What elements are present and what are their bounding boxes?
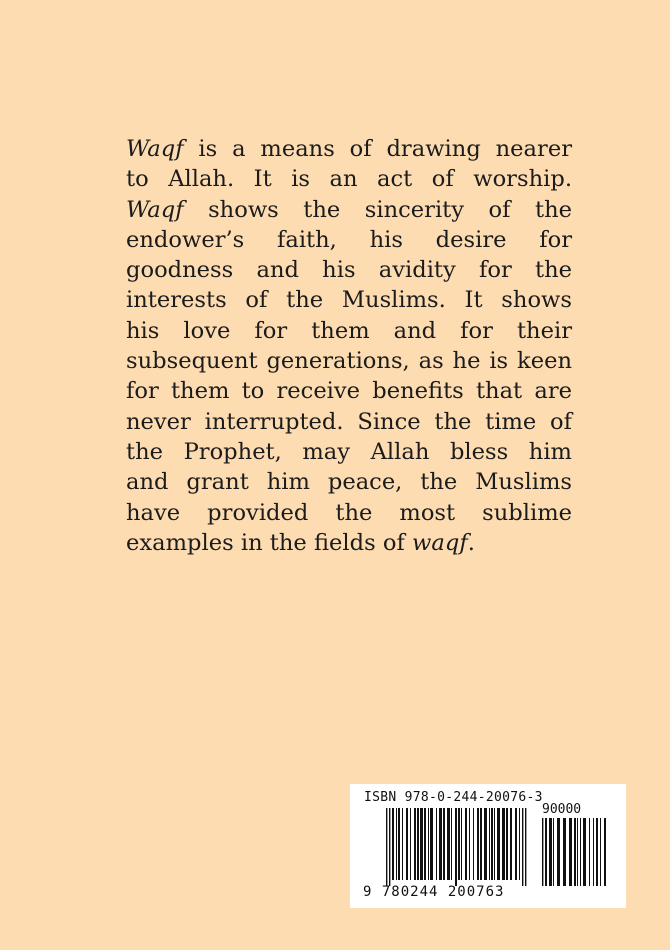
barcode-bar — [424, 808, 426, 880]
barcode-bar — [443, 808, 445, 880]
barcode-bar — [557, 818, 560, 886]
blurb-line — [126, 528, 572, 558]
blurb-segment: and grant him peace, the Muslims — [126, 469, 572, 496]
barcode-bar — [420, 808, 423, 880]
blurb-line — [126, 134, 572, 164]
blurb-segment: is a means of drawing nearer — [183, 136, 572, 162]
barcode-bar — [458, 808, 460, 880]
barcode-bar — [583, 818, 586, 886]
barcode-bar — [436, 808, 437, 880]
isbn-label: ISBN 978-0-244-20076-3 — [364, 790, 543, 805]
blurb-text — [126, 134, 572, 558]
barcode-bar — [417, 808, 419, 880]
barcode-bar — [484, 808, 487, 880]
blurb-line — [126, 316, 572, 346]
blurb-segment: the Prophet, may Allah bless him — [126, 438, 572, 465]
barcode-bar — [525, 808, 526, 886]
barcode-bar — [519, 808, 520, 880]
blurb-line — [126, 437, 572, 467]
price-code: 90000 — [542, 802, 582, 817]
barcode-bar — [569, 818, 572, 886]
barcode-bar — [447, 808, 450, 880]
blurb-segment: interests of the Muslims. It shows — [126, 287, 572, 314]
barcode-bar — [580, 818, 581, 886]
blurb-segment: his love for them and for their — [126, 317, 572, 344]
barcode-bar — [491, 808, 493, 880]
barcode-bar — [542, 818, 543, 886]
ean-digits: 9 780244 200763 — [363, 884, 505, 900]
blurb-line — [126, 346, 572, 376]
barcode-bar — [502, 808, 505, 880]
barcode-bar — [494, 808, 495, 880]
barcode-bar — [563, 818, 566, 886]
barcode-bar — [386, 808, 387, 886]
barcode-bar — [577, 818, 578, 886]
barcode-bar — [600, 818, 601, 886]
barcode-bar — [589, 818, 590, 886]
barcode-bar — [604, 818, 606, 886]
barcode-bar — [553, 818, 554, 886]
barcode-bar — [497, 808, 500, 880]
blurb-italic-term: Waqf — [126, 136, 184, 162]
blurb-line — [126, 467, 572, 497]
barcode-bar — [465, 808, 467, 880]
blurb-segment: never interrupted. Since the time of — [126, 408, 572, 435]
barcode-bar — [451, 808, 452, 880]
blurb-line — [126, 164, 572, 194]
blurb-segment: goodness and his avidity for the — [126, 257, 572, 284]
barcode-bar — [439, 808, 442, 880]
barcode-bar — [398, 808, 400, 880]
blurb-line — [126, 285, 572, 315]
barcode-bar — [392, 808, 394, 880]
blurb-line — [126, 225, 572, 255]
barcode-bar — [593, 818, 594, 886]
blurb-line — [126, 407, 572, 437]
barcode-bar — [396, 808, 397, 880]
isbn-barcode — [350, 784, 626, 908]
barcode-bar — [461, 808, 462, 880]
barcode-bar — [522, 808, 523, 886]
blurb-line — [126, 195, 572, 225]
barcode-bar — [414, 808, 416, 880]
blurb-segment: examples in the fields of — [126, 529, 413, 556]
blurb-italic-term: Waqf — [126, 196, 184, 223]
barcode-bar — [455, 808, 457, 886]
barcode-bar — [596, 818, 598, 886]
blurb-segment: for them to receive benefits that are — [126, 378, 572, 405]
blurb-segment: shows the sincerity of the — [183, 196, 572, 223]
barcode-bar — [489, 808, 490, 880]
blurb-italic-term: waqf — [412, 529, 468, 556]
barcode-bar — [506, 808, 508, 880]
barcode-bar — [430, 808, 433, 880]
blurb-line — [126, 498, 572, 528]
blurb-segment: endower’s faith, his desire for — [126, 226, 572, 253]
barcode-bar — [545, 818, 547, 886]
blurb-segment: have provided the most sublime — [126, 499, 572, 526]
barcode-bar — [510, 808, 512, 880]
barcode-bar — [473, 808, 474, 880]
barcode-bar — [480, 808, 482, 880]
blurb-line — [126, 376, 572, 406]
barcode-bar — [402, 808, 403, 880]
blurb-line — [126, 255, 572, 285]
blurb-segment: . — [467, 529, 475, 556]
barcode-bar — [477, 808, 479, 880]
barcode-bar — [469, 808, 470, 880]
barcode-bar — [549, 818, 552, 886]
barcode-bar — [406, 808, 408, 880]
blurb-segment: to Allah. It is an act of worship. — [126, 166, 572, 193]
barcode-bar — [515, 808, 517, 880]
blurb-segment: subsequent generations, as he is keen — [126, 348, 572, 375]
barcode-bar — [389, 808, 390, 886]
barcode-bar — [428, 808, 429, 880]
barcode-bar — [574, 818, 576, 886]
barcode-bar — [410, 808, 411, 880]
